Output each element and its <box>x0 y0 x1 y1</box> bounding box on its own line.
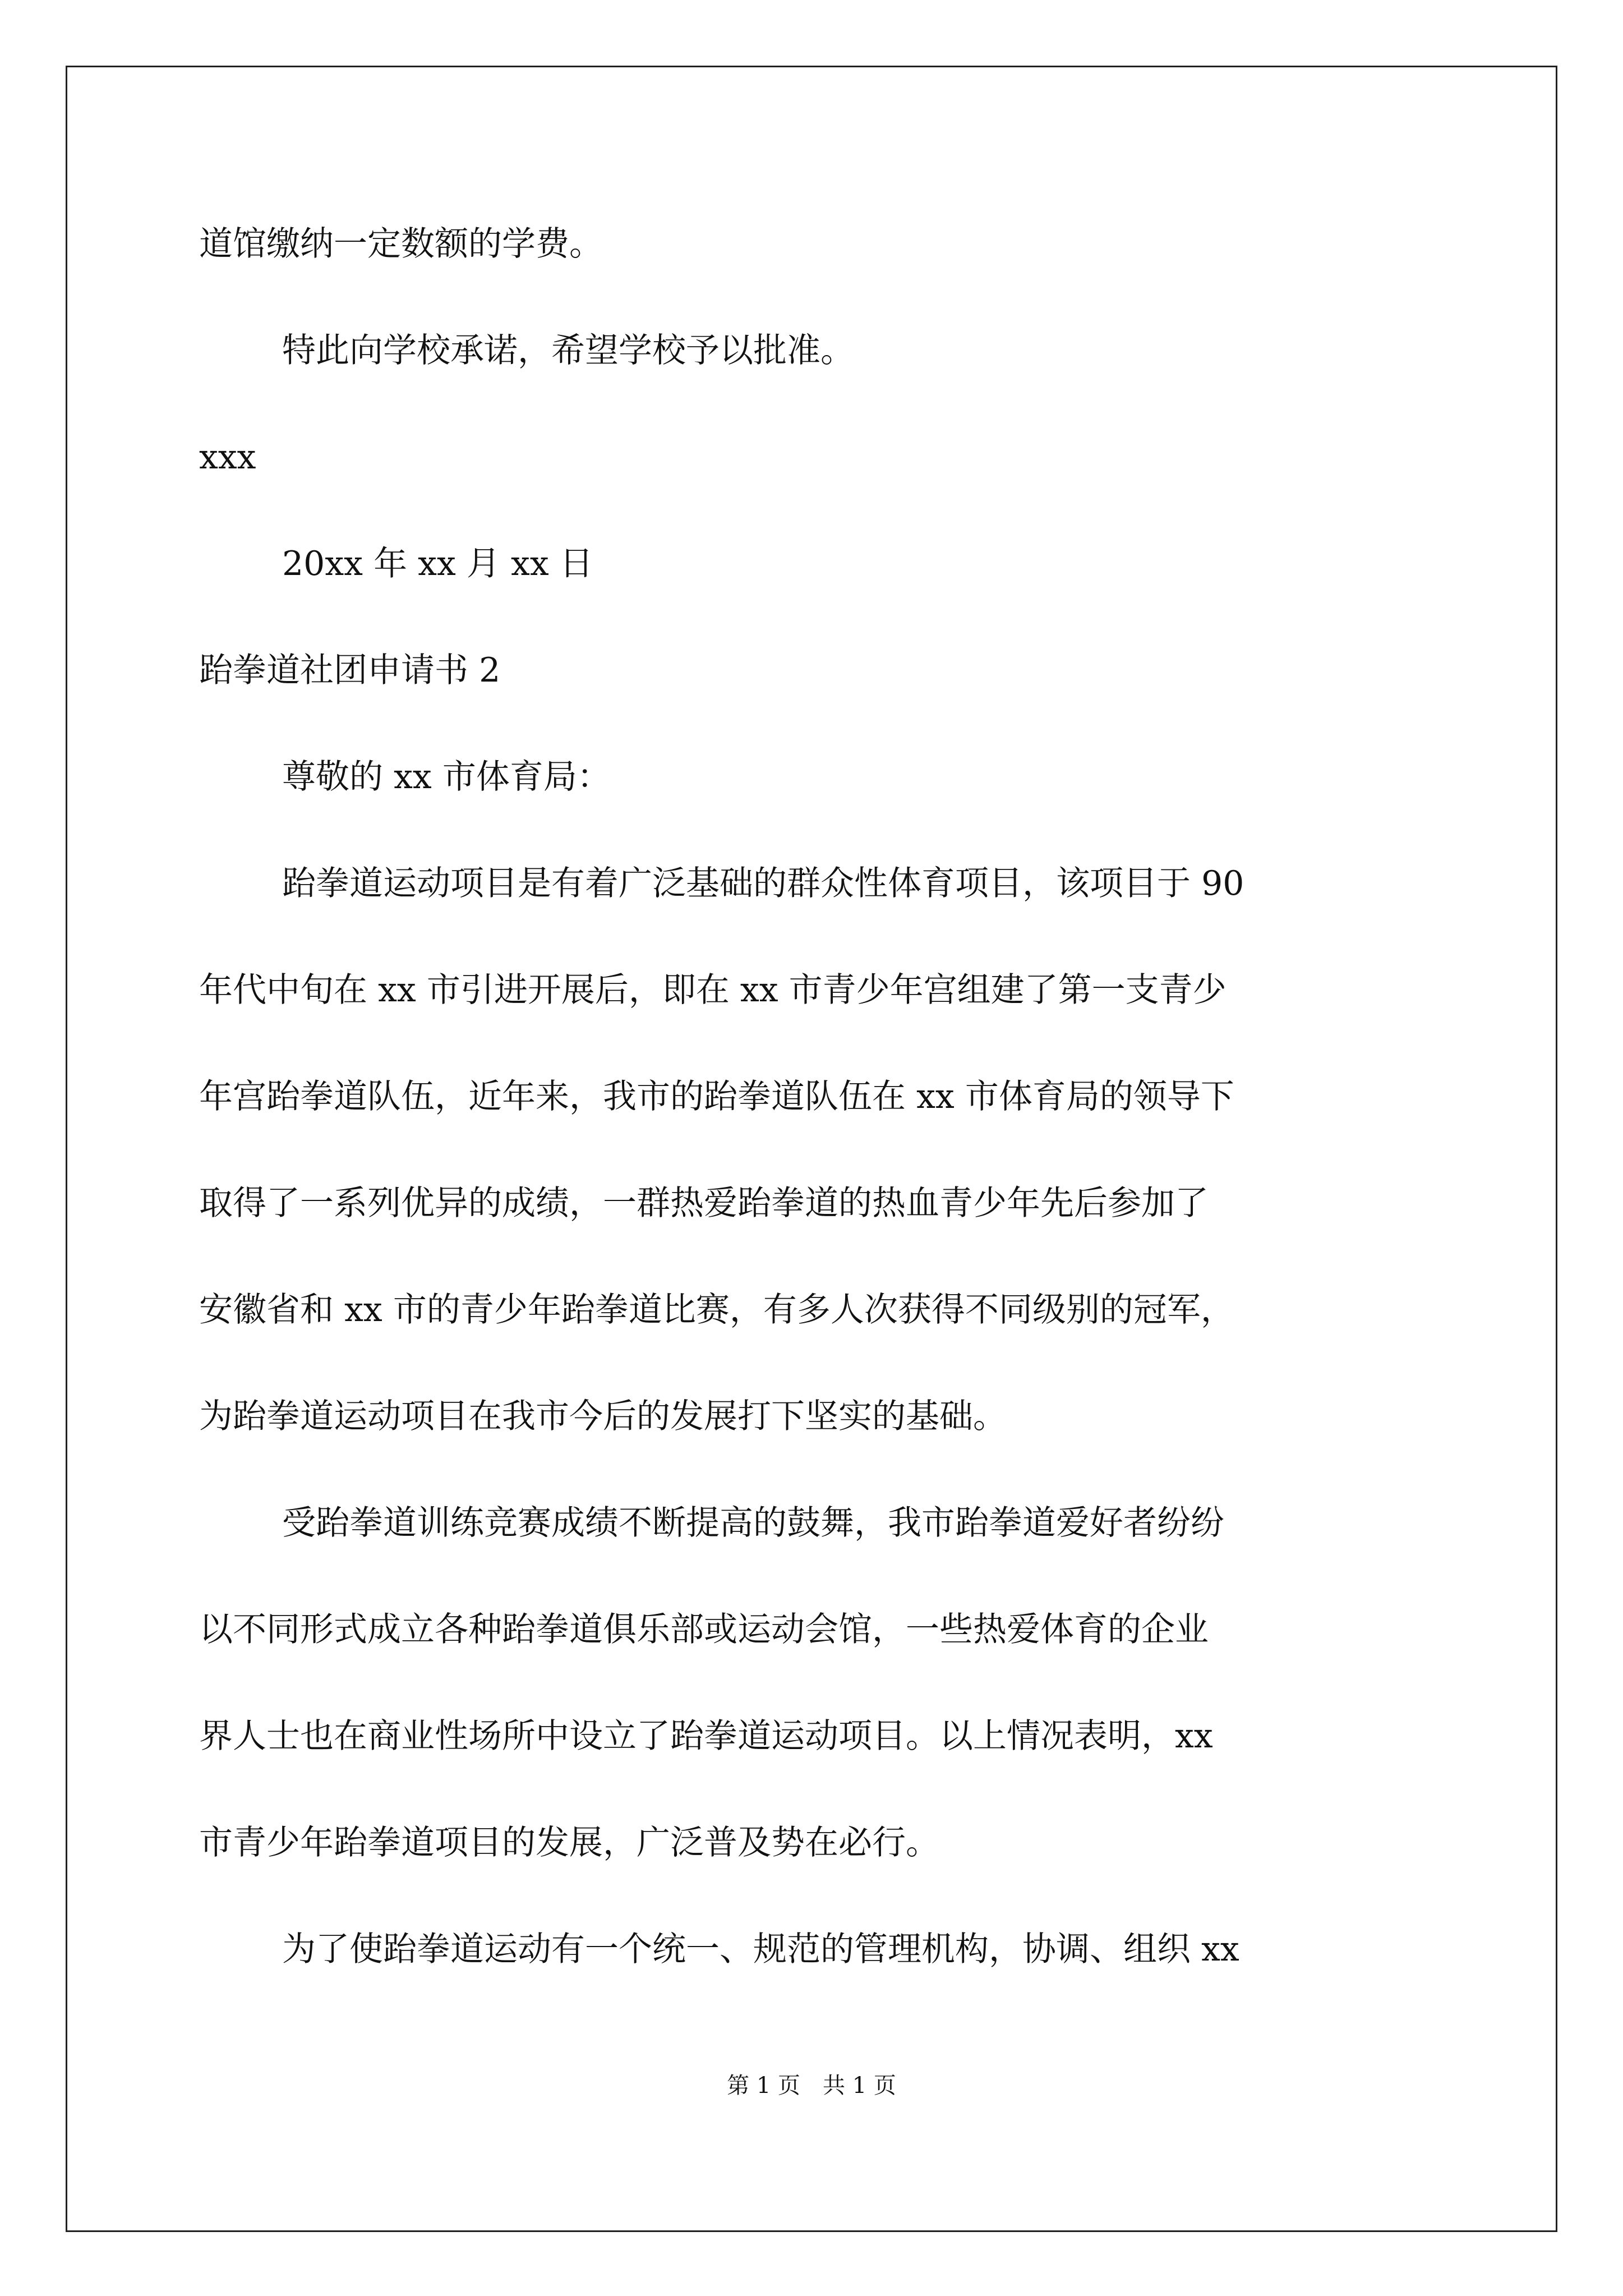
text-line: 以不同形式成立各种跆拳道俱乐部或运动会馆，一些热爱体育的企业 <box>199 1610 1209 1649</box>
text-line: 为跆拳道运动项目在我市今后的发展打下坚实的基础。 <box>199 1397 1007 1436</box>
text-line: 为了使跆拳道运动有一个统一、规范的管理机构，协调、组织 xx <box>282 1930 1239 1969</box>
text-line: 取得了一系列优异的成绩，一群热爱跆拳道的热血青少年先后参加了 <box>199 1184 1209 1223</box>
page-border <box>66 66 1557 2232</box>
section-title: 跆拳道社团申请书 2 <box>199 651 501 690</box>
text-line: 年代中旬在 xx 市引进开展后，即在 xx 市青少年宫组建了第一支青少 <box>199 970 1227 1010</box>
text-line: 年宫跆拳道队伍，近年来，我市的跆拳道队伍在 xx 市体育局的领导下 <box>199 1077 1234 1116</box>
text-line: 安徽省和 xx 市的青少年跆拳道比赛，有多人次获得不同级别的冠军， <box>199 1290 1234 1329</box>
text-line: 受跆拳道训练竞赛成绩不断提高的鼓舞，我市跆拳道爱好者纷纷 <box>282 1503 1224 1543</box>
salutation: 尊敬的 xx 市体育局： <box>282 757 611 797</box>
text-line: 市青少年跆拳道项目的发展，广泛普及势在必行。 <box>199 1823 939 1862</box>
text-line: 跆拳道运动项目是有着广泛基础的群众性体育项目，该项目于 90 <box>282 864 1244 903</box>
text-line: 道馆缴纳一定数额的学费。 <box>199 224 603 264</box>
page-footer: 第 1 页 共 1 页 <box>727 2073 896 2099</box>
date-line: 20xx 年 xx 月 xx 日 <box>282 544 593 583</box>
text-line: 界人士也在商业性场所中设立了跆拳道运动项目。以上情况表明，xx <box>199 1717 1213 1756</box>
text-line: 特此向学校承诺，希望学校予以批准。 <box>282 331 854 370</box>
signature-name: xxx <box>199 438 256 477</box>
